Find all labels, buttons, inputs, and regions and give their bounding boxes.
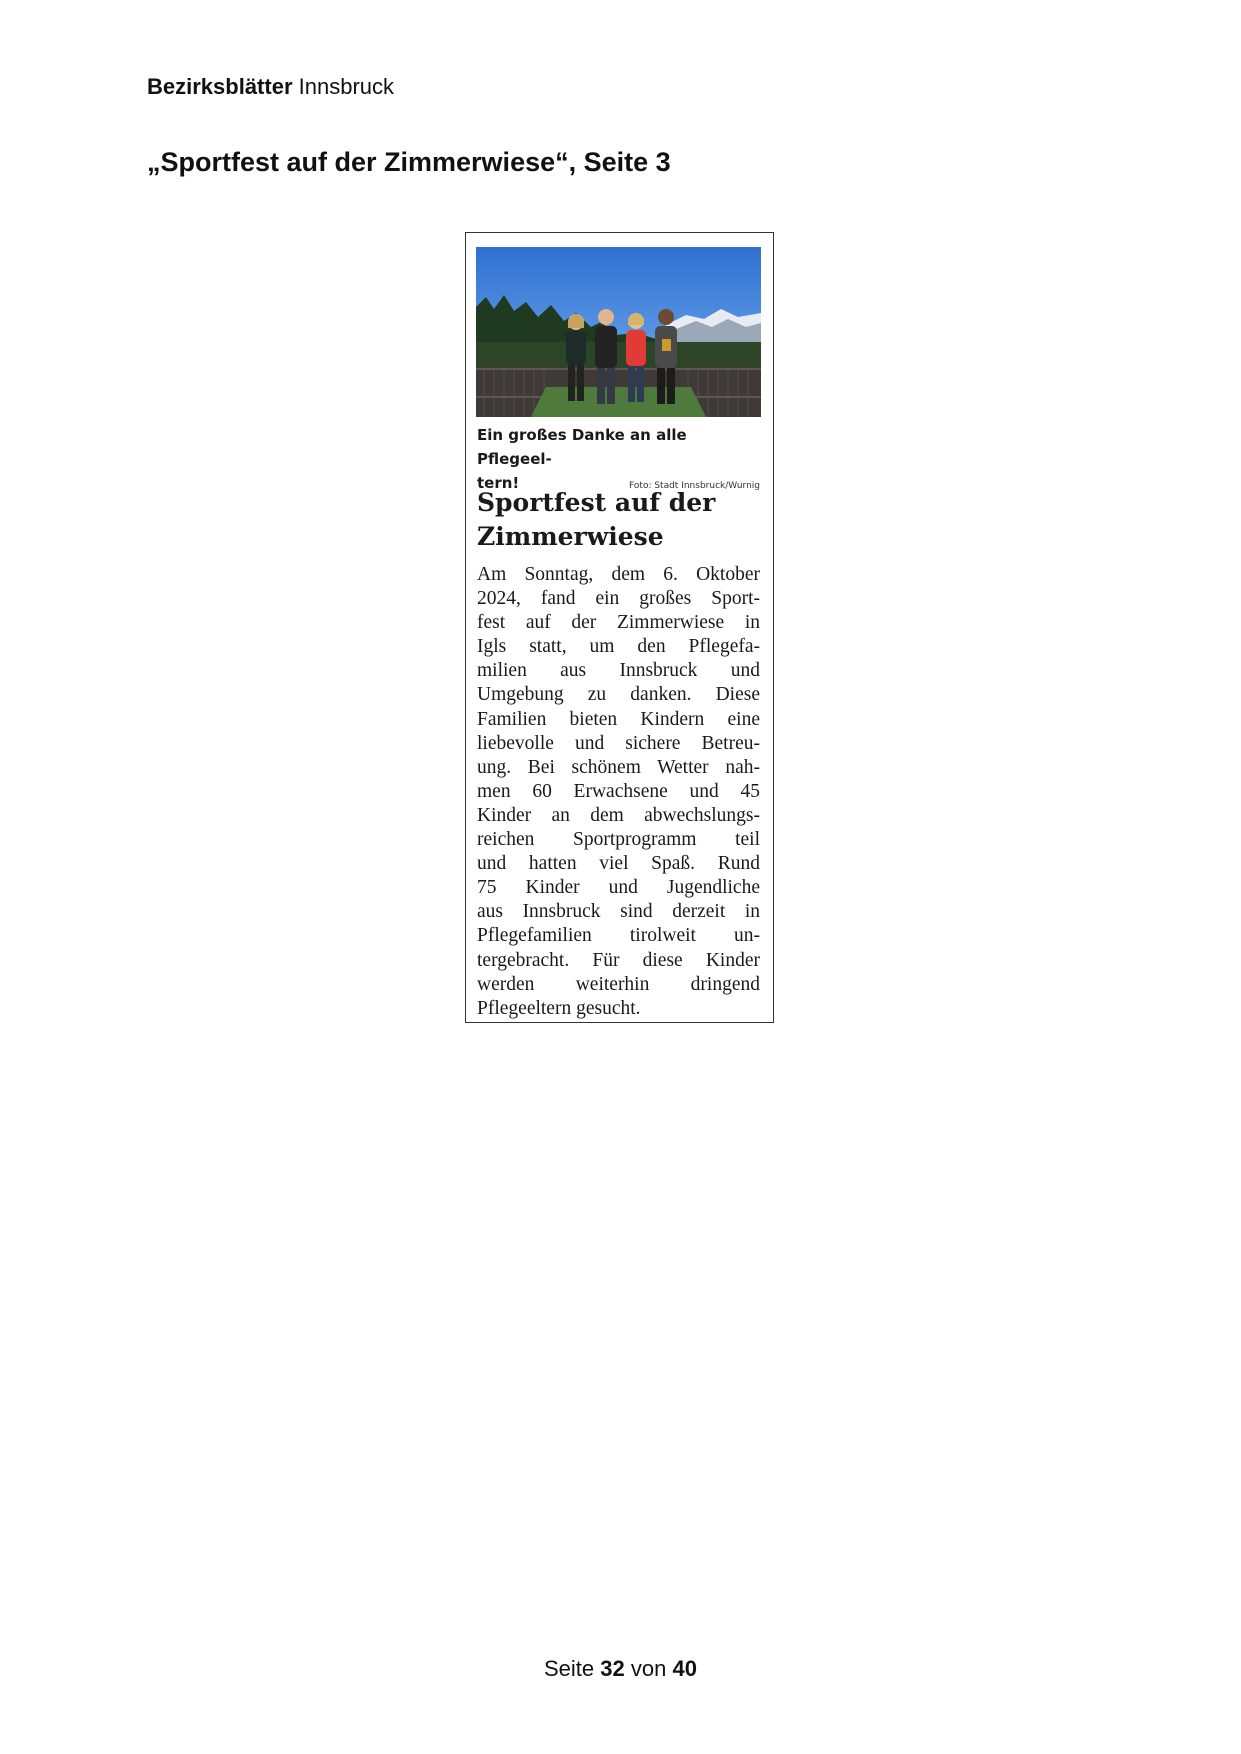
body-line: fest auf der Zimmerwiese in	[477, 612, 760, 634]
body-line: 2024, fand ein großes Sport-	[477, 588, 760, 610]
publication-region: Innsbruck	[298, 74, 395, 99]
page-number-separator: von	[630, 1656, 667, 1681]
headline-line: Zimmerwiese	[477, 522, 664, 551]
body-line: liebevolle und sichere Betreu-	[477, 732, 760, 754]
publication-header	[147, 74, 394, 100]
body-line: Igls statt, um den Pflegefa-	[477, 636, 760, 658]
newspaper-clipping	[465, 232, 774, 1023]
photo-illustration	[476, 247, 761, 417]
body-line: Am Sonntag, dem 6. Oktober	[477, 564, 760, 585]
body-line: ung. Bei schönem Wetter nah-	[477, 756, 760, 778]
body-line: Pflegefamilien tirolweit un-	[477, 925, 760, 947]
article-headline	[477, 486, 762, 554]
current-page: 32	[600, 1656, 625, 1681]
publication-name: Bezirksblätter	[147, 74, 293, 99]
caption-line: tern!	[477, 474, 520, 492]
body-line: und hatten viel Spaß. Rund	[477, 853, 760, 875]
page-number	[0, 1656, 1241, 1682]
article-body	[477, 563, 760, 1021]
body-line: Pflegeeltern gesucht.	[477, 997, 641, 1019]
body-line: men 60 Erwachsene und 45	[477, 780, 760, 802]
page-number-prefix: Seite	[544, 1656, 595, 1681]
group-photo-icon	[476, 247, 761, 417]
caption-line: Ein großes Danke an alle Pflegeel-	[477, 426, 687, 468]
body-line: 75 Kinder und Jugendliche	[477, 877, 760, 899]
body-line: Familien bieten Kindern eine	[477, 708, 760, 730]
body-line: Kinder an dem abwechslungs-	[477, 804, 760, 826]
body-line: reichen Sportprogramm teil	[477, 829, 760, 851]
body-line: Umgebung zu danken. Diese	[477, 684, 760, 706]
photo-credit: Foto: Stadt Innsbruck/Wurnig	[629, 481, 760, 491]
page-title: „Sportfest auf der Zimmerwiese“, Seite 3	[147, 147, 671, 177]
body-line: aus Innsbruck sind derzeit in	[477, 901, 760, 923]
total-pages: 40	[672, 1656, 697, 1681]
body-line: milien aus Innsbruck und	[477, 660, 760, 682]
body-line: werden weiterhin dringend	[477, 973, 760, 995]
headline-line: Sportfest auf der	[477, 488, 716, 517]
body-line: tergebracht. Für diese Kinder	[477, 949, 760, 971]
